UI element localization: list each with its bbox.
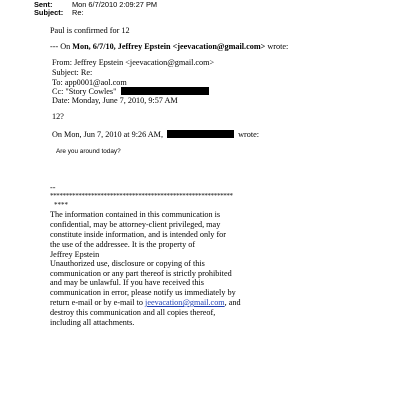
forward-subject: Subject: Re: xyxy=(52,68,93,77)
quote-header-2 xyxy=(52,130,259,140)
disclaimer-line: including all attachments. xyxy=(50,318,135,327)
email-prefix: return e-mail or by e-mail to xyxy=(50,298,146,307)
forward-from: From: Jeffrey Epstein <jeevacation@gmail.com> xyxy=(52,58,215,67)
forward-cc-text: Cc: "Story Cowles" xyxy=(52,87,117,96)
redaction-bar xyxy=(121,87,209,95)
subject-value: Re: xyxy=(72,8,84,17)
disclaimer-email-line xyxy=(50,298,241,308)
forward-date: Date: Monday, June 7, 2010, 9:57 AM xyxy=(52,96,178,105)
subject-header xyxy=(34,8,84,17)
disclaimer-line: the use of the addressee. It is the property of xyxy=(50,240,196,249)
stars-short: **** xyxy=(54,201,68,209)
email-suffix: , and xyxy=(224,298,241,307)
disclaimer-line: Jeffrey Epstein xyxy=(50,250,100,259)
disclaimer-line: and may be unlawful. If you have received this xyxy=(50,278,204,287)
quote2-suffix: wrote: xyxy=(238,130,260,139)
message-body-2: 12? xyxy=(52,112,64,121)
quote-suffix: wrote: xyxy=(265,42,289,51)
email-link[interactable]: jeevacation@gmail.com xyxy=(145,298,225,307)
quote-header-1 xyxy=(50,42,288,52)
message-body-3: Are you around today? xyxy=(56,148,121,155)
subject-label: Subject: xyxy=(34,8,64,17)
sent-label: Sent: xyxy=(34,0,53,9)
forward-to: To: app0001@aol.com xyxy=(52,78,127,87)
disclaimer-line: confidential, may be attorney-client privileged, may xyxy=(50,220,221,229)
quote-prefix: --- On xyxy=(50,42,73,51)
redaction-bar xyxy=(167,130,234,138)
disclaimer-line: destroy this communication and all copies thereof, xyxy=(50,308,216,317)
quote-sender: Mon, 6/7/10, Jeffrey Epstein <jeevacation@gmail.com> xyxy=(72,42,266,51)
sent-value: Mon 6/7/2010 2:09:27 PM xyxy=(72,0,158,9)
disclaimer-line: communication or any part thereof is strictly prohibited xyxy=(50,269,232,278)
quote2-prefix: On Mon, Jun 7, 2010 at 9:26 AM, xyxy=(52,130,163,139)
disclaimer-line: The information contained in this communication is xyxy=(50,210,221,219)
disclaimer-line: communication in error, please notify us immediately by xyxy=(50,288,236,297)
stars-line: ********************************************************** xyxy=(50,192,233,200)
reply-body: Paul is confirmed for 12 xyxy=(50,26,130,35)
disclaimer-line: Unauthorized use, disclosure or copying of this xyxy=(50,259,205,268)
signature-dashes: -- xyxy=(50,183,56,192)
disclaimer-line: constitute inside information, and is intended only for xyxy=(50,230,226,239)
